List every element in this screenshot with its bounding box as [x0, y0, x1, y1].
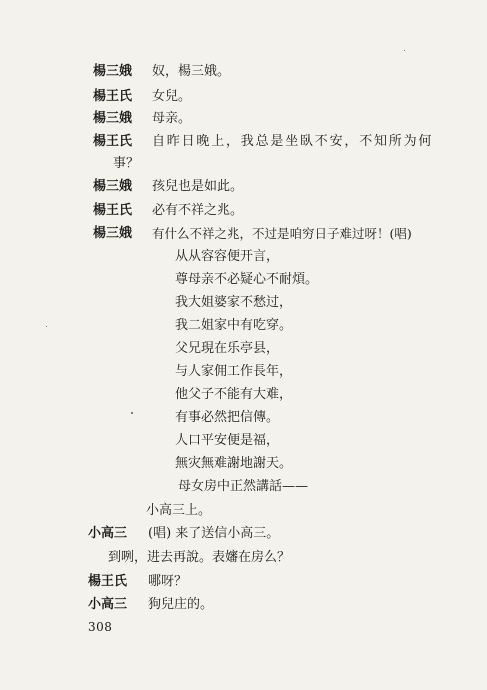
- dialogue-text: 狗兒庄的。: [148, 597, 214, 612]
- dialogue-text: 女兒。: [152, 89, 192, 104]
- dialogue-continuation: 事？: [113, 156, 140, 171]
- dialogue-text: 必有不祥之兆。: [152, 203, 244, 218]
- speaker-label: 小高三: [88, 597, 128, 612]
- page-number: 308: [88, 620, 113, 634]
- speaker-label: 楊王氏: [93, 203, 133, 218]
- speaker-label: 楊王氏: [93, 89, 133, 104]
- verse-line: 父兄現在乐亭县，: [175, 341, 280, 356]
- verse-line: 与人家佣工作長年，: [175, 364, 293, 379]
- dialogue-text: 母亲。: [152, 111, 192, 126]
- verse-line: 人口平安便是福，: [175, 433, 280, 448]
- dialogue-text: 哪呀？: [148, 574, 188, 589]
- verse-line: 無灾無难謝地謝天。: [175, 456, 293, 471]
- verse-line: 母女房中正然講話——: [178, 479, 309, 494]
- speaker-label: 楊三娥: [93, 179, 133, 194]
- verse-line: 他父子不能有大难，: [175, 387, 293, 402]
- speaker-label: 小高三: [88, 526, 128, 541]
- dialogue-text: 孩兒也是如此。: [152, 179, 244, 194]
- verse-line: 有事必然把信傳。: [175, 410, 280, 425]
- speaker-label: 楊三娥: [93, 226, 133, 241]
- dialogue-text: 自昨日晚上，我总是坐臥不安，不知所为何: [152, 134, 434, 149]
- verse-line: 尊母亲不必疑心不耐煩。: [175, 272, 319, 287]
- print-speck: [131, 412, 133, 414]
- print-speck: [46, 326, 47, 327]
- verse-line: 从从容容便开言，: [175, 249, 280, 264]
- dialogue-text: 奴，楊三娥。: [152, 64, 231, 79]
- print-speck: [404, 50, 405, 51]
- dialogue-text: 有什么不祥之兆，不过是咱穷日子难过呀！(唱): [152, 226, 412, 241]
- speaker-label: 楊王氏: [93, 134, 133, 149]
- verse-line: 我二姐家中有吃穿。: [175, 318, 293, 333]
- dialogue-text: (唱) 来了送信小高三。: [148, 526, 280, 541]
- speaker-label: 楊王氏: [88, 574, 128, 589]
- speaker-label: 楊三娥: [93, 111, 133, 126]
- speaker-label: 楊三娥: [93, 64, 133, 79]
- verse-line: 我大姐婆家不愁过，: [175, 295, 293, 310]
- stage-direction: 小高三上。: [146, 503, 212, 518]
- dialogue-continuation: 到咧，进去再說。表嬸在房么？: [108, 550, 291, 565]
